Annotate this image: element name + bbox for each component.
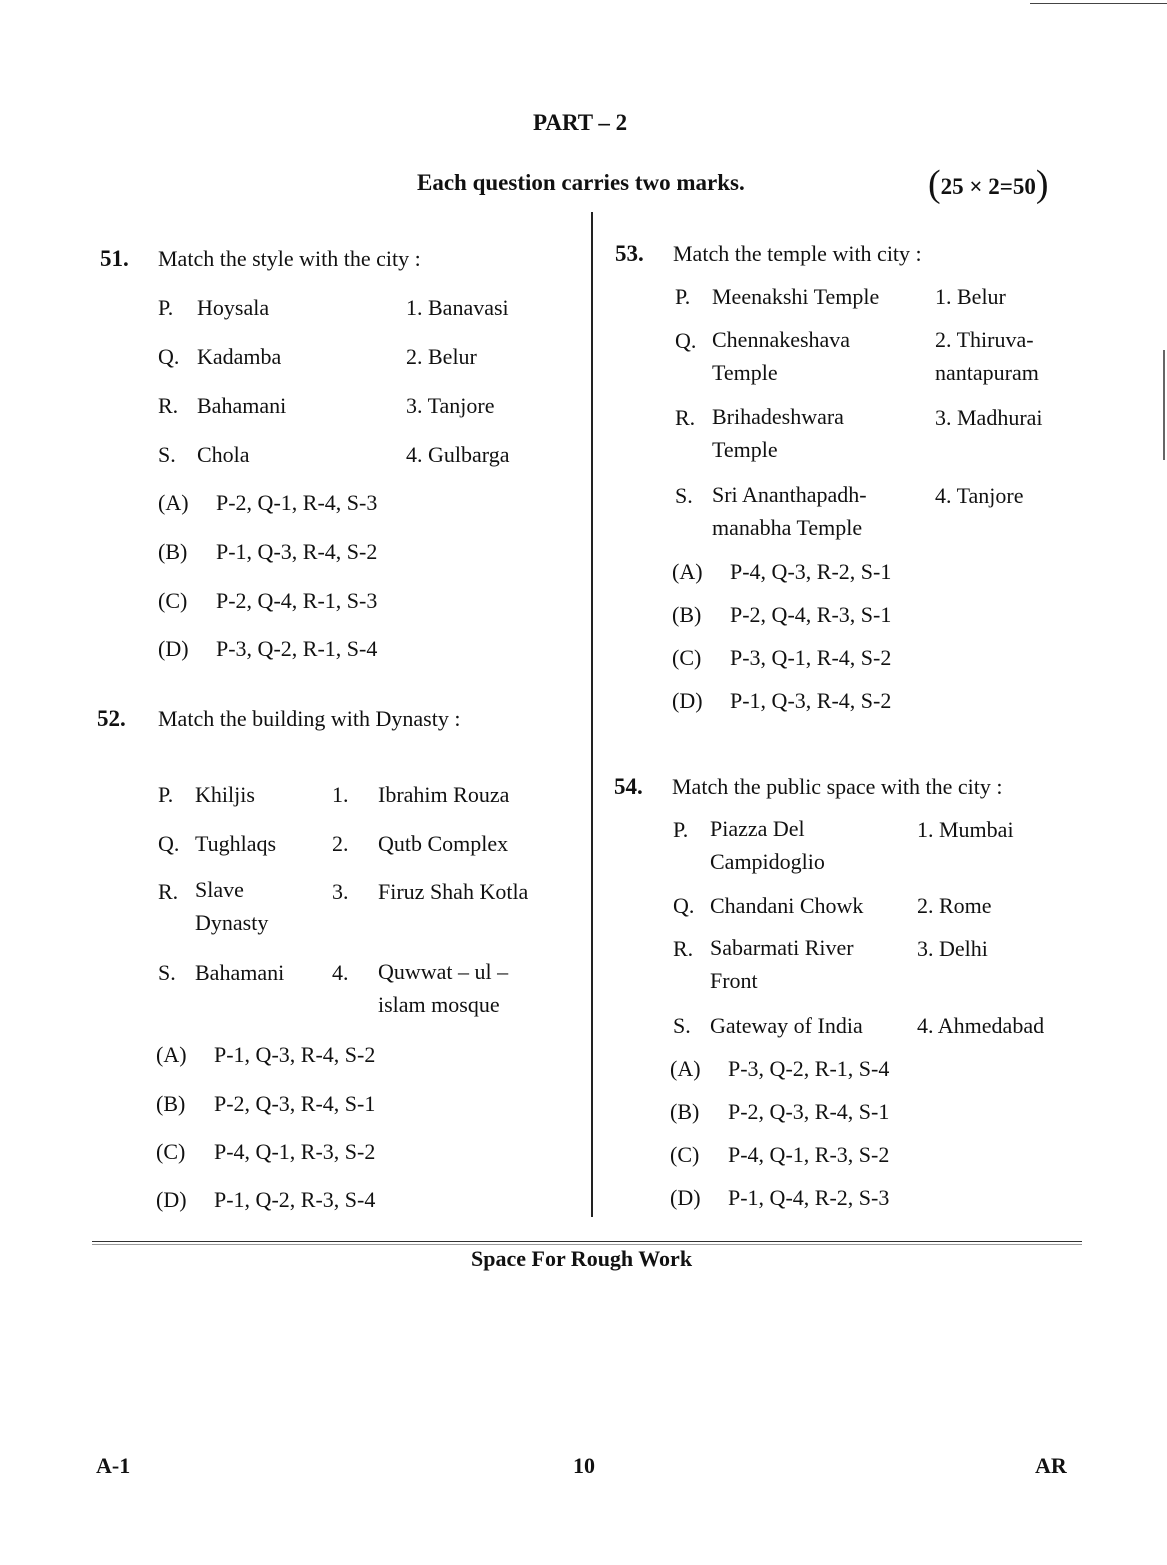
- left-label: R.: [673, 936, 694, 961]
- left-item: Slave Dynasty: [195, 877, 269, 935]
- option-text: P-4, Q-1, R-3, S-2: [728, 1142, 890, 1167]
- left-item: Khiljis: [195, 782, 255, 807]
- right-item: 4. Tanjore: [935, 483, 1024, 508]
- left-label: Q.: [158, 831, 180, 856]
- left-item: Meenakshi Temple: [712, 284, 880, 309]
- left-label: Q.: [158, 344, 180, 369]
- left-item: Kadamba: [197, 344, 282, 369]
- page-number: 10: [573, 1453, 595, 1478]
- option-label: (B): [156, 1091, 186, 1116]
- question-number: 53.: [615, 241, 644, 266]
- left-label: R.: [158, 879, 179, 904]
- option-text: P-2, Q-4, R-3, S-1: [730, 602, 892, 627]
- part-title: PART – 2: [533, 110, 628, 135]
- left-label: P.: [158, 782, 174, 807]
- right-item: 1. Mumbai: [917, 817, 1014, 842]
- right-item: Ibrahim Rouza: [378, 782, 510, 807]
- option-label: (C): [158, 588, 188, 613]
- left-label: S.: [158, 960, 176, 985]
- right-item: 1. Banavasi: [406, 295, 509, 320]
- option-label: (A): [158, 490, 189, 515]
- option-label: (A): [672, 559, 703, 584]
- left-label: P.: [675, 284, 691, 309]
- right-item: Quwwat – ul – islam mosque: [378, 959, 509, 1017]
- option-text: P-3, Q-2, R-1, S-4: [728, 1056, 890, 1081]
- right-item: Qutb Complex: [378, 831, 509, 856]
- right-item: 3. Madhurai: [935, 405, 1043, 430]
- right-label: 1.: [332, 782, 349, 807]
- left-label: R.: [158, 393, 179, 418]
- option-label: (A): [156, 1042, 187, 1067]
- option-label: (B): [672, 602, 702, 627]
- option-text: P-1, Q-3, R-4, S-2: [730, 688, 892, 713]
- left-label: P.: [673, 817, 689, 842]
- option-label: (D): [156, 1187, 187, 1212]
- left-item: Hoysala: [197, 295, 270, 320]
- left-label: P.: [158, 295, 174, 320]
- left-item: Sabarmati River Front: [710, 935, 854, 993]
- option-label: (C): [672, 645, 702, 670]
- left-item: Piazza Del Campidoglio: [710, 816, 825, 874]
- option-label: (D): [158, 636, 189, 661]
- right-item: Firuz Shah Kotla: [378, 879, 529, 904]
- left-label: S.: [675, 483, 693, 508]
- right-item: 1. Belur: [935, 284, 1006, 309]
- option-label: (D): [672, 688, 703, 713]
- option-label: (C): [670, 1142, 700, 1167]
- question-number: 51.: [100, 246, 129, 271]
- option-text: P-4, Q-3, R-2, S-1: [730, 559, 892, 584]
- column-divider: [591, 212, 593, 1217]
- scan-edge-mark: [1163, 350, 1165, 460]
- marks-paren-close: ): [1035, 163, 1049, 205]
- rough-work-divider: [92, 1241, 1082, 1242]
- option-label: (C): [156, 1139, 186, 1164]
- right-item: 2. Belur: [406, 344, 477, 369]
- right-item: 3. Tanjore: [406, 393, 495, 418]
- left-item: Bahamani: [197, 393, 287, 418]
- option-text: P-2, Q-3, R-4, S-1: [728, 1099, 890, 1124]
- footer-code: A-1: [96, 1453, 131, 1478]
- option-text: P-3, Q-1, R-4, S-2: [730, 645, 892, 670]
- question-text: Match the public space with the city :: [672, 774, 1003, 799]
- left-item: Chola: [197, 442, 250, 467]
- footer-subject: AR: [1035, 1453, 1067, 1478]
- right-label: 3.: [332, 879, 349, 904]
- right-item: 3. Delhi: [917, 936, 988, 961]
- left-item: Bahamani: [195, 960, 285, 985]
- left-item: Chennakeshava Temple: [712, 327, 851, 385]
- option-text: P-3, Q-2, R-1, S-4: [216, 636, 378, 661]
- scan-edge-mark: [1030, 3, 1167, 4]
- right-item: 4. Ahmedabad: [917, 1013, 1045, 1038]
- option-label: (A): [670, 1056, 701, 1081]
- option-label: (B): [670, 1099, 700, 1124]
- left-label: S.: [673, 1013, 691, 1038]
- right-label: 4.: [332, 960, 349, 985]
- right-item: 2. Rome: [917, 893, 992, 918]
- question-text: Match the temple with city :: [673, 241, 922, 266]
- left-label: Q.: [675, 328, 697, 353]
- instruction-text: Each question carries two marks.: [417, 170, 745, 195]
- option-text: P-1, Q-4, R-2, S-3: [728, 1185, 890, 1210]
- rough-work-divider-shadow: [92, 1244, 1082, 1245]
- option-text: P-1, Q-2, R-3, S-4: [214, 1187, 376, 1212]
- left-item: Chandani Chowk: [710, 893, 864, 918]
- left-item: Brihadeshwara Temple: [712, 404, 844, 462]
- left-item: Tughlaqs: [195, 831, 277, 856]
- marks-value: 25 × 2=50: [940, 174, 1036, 199]
- left-label: Q.: [673, 893, 695, 918]
- question-text: Match the building with Dynasty :: [158, 706, 461, 731]
- option-text: P-1, Q-3, R-4, S-2: [216, 539, 378, 564]
- right-item: 2. Thiruva-nantapuram: [935, 327, 1039, 385]
- left-label: S.: [158, 442, 176, 467]
- right-item: 4. Gulbarga: [406, 442, 510, 467]
- option-text: P-2, Q-4, R-1, S-3: [216, 588, 378, 613]
- marks-total: [928, 160, 1049, 204]
- question-number: 54.: [614, 774, 643, 799]
- option-text: P-2, Q-3, R-4, S-1: [214, 1091, 376, 1116]
- rough-work-label: Space For Rough Work: [471, 1246, 693, 1271]
- option-text: P-4, Q-1, R-3, S-2: [214, 1139, 376, 1164]
- marks-paren-open: (: [928, 163, 941, 205]
- option-text: P-2, Q-1, R-4, S-3: [216, 490, 378, 515]
- left-label: R.: [675, 405, 696, 430]
- option-text: P-1, Q-3, R-4, S-2: [214, 1042, 376, 1067]
- option-label: (D): [670, 1185, 701, 1210]
- question-number: 52.: [97, 706, 126, 731]
- right-label: 2.: [332, 831, 349, 856]
- left-item: Gateway of India: [710, 1013, 863, 1038]
- option-label: (B): [158, 539, 188, 564]
- left-item: Sri Ananthapadh-manabha Temple: [712, 482, 867, 540]
- question-text: Match the style with the city :: [158, 246, 421, 271]
